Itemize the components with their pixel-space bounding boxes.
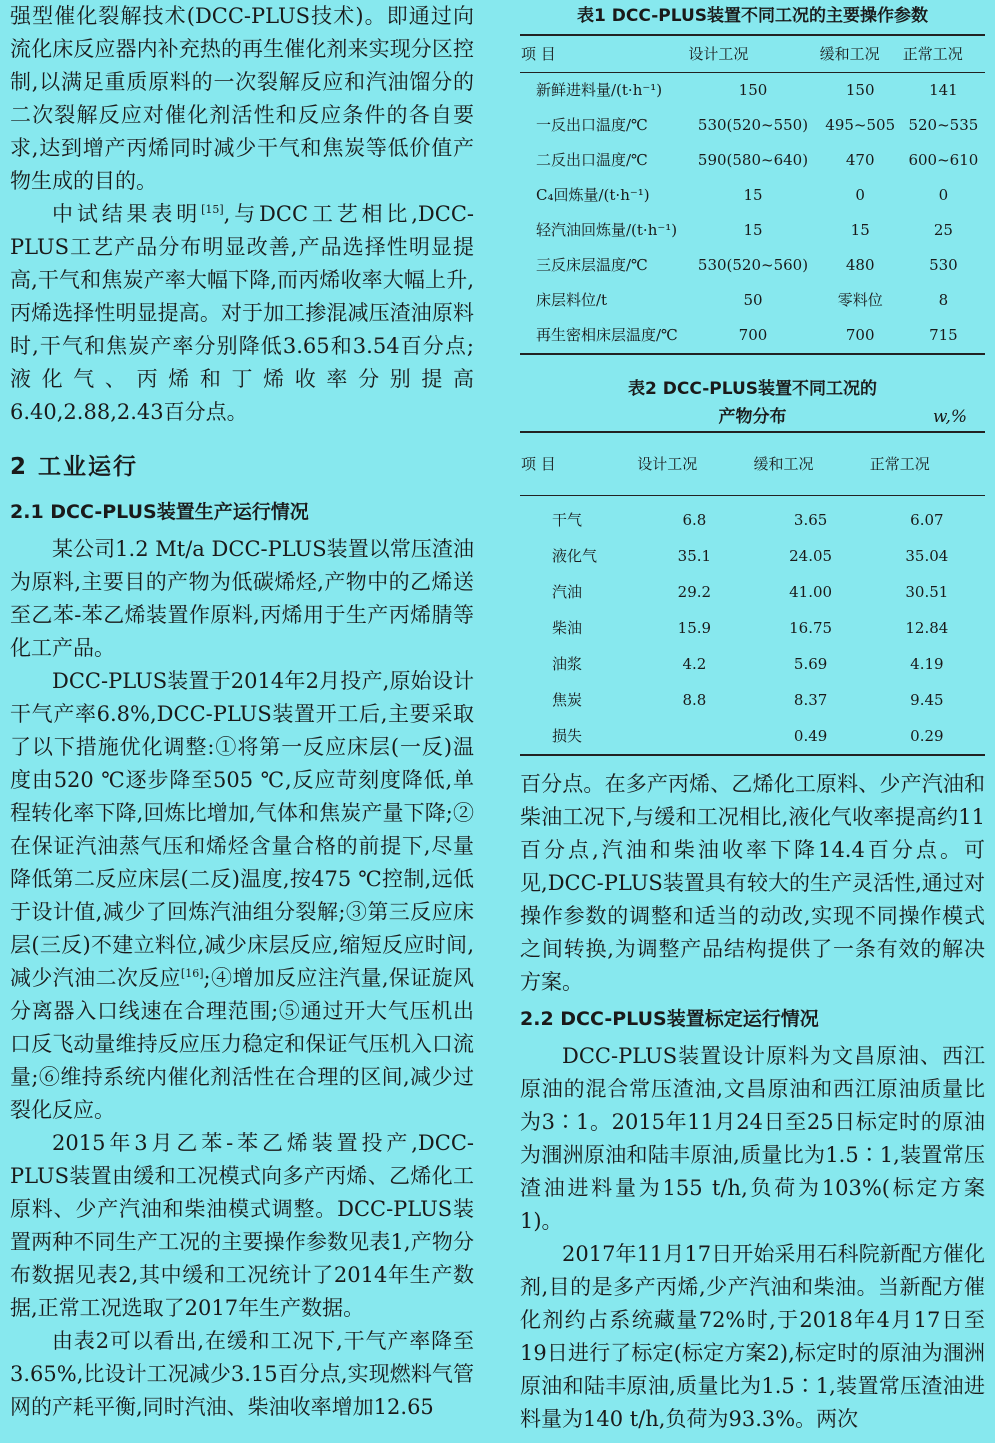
- table-cell: 150: [845, 81, 875, 99]
- table-cell: 轻汽油回炼量/(t·h⁻¹): [536, 221, 678, 239]
- paragraph-optimization-measures: [10, 665, 474, 1127]
- table-header-cell: 缓和工况: [753, 454, 814, 473]
- table-row: [520, 213, 985, 248]
- table-cell: 25: [933, 221, 953, 239]
- table-cell: 12.84: [905, 618, 949, 637]
- table-row: [520, 610, 985, 646]
- table-cell: [636, 718, 752, 755]
- table-row: [520, 646, 985, 682]
- table-cell: 15: [743, 221, 763, 239]
- paragraph-pilot-results: [10, 198, 474, 429]
- table-row: [520, 538, 985, 574]
- left-column: [10, 0, 474, 1424]
- table1-operating-parameters: [520, 34, 985, 355]
- table-cell: 液化气: [552, 546, 598, 565]
- subsection-heading-2-1: 2.1 DCC-PLUS装置生产运行情况: [10, 501, 309, 523]
- table-cell: 汽油: [552, 582, 583, 601]
- table-cell: 35.04: [905, 546, 949, 565]
- table-cell: 8: [938, 291, 949, 309]
- paragraph-mode-adjustment: 2015年3月乙苯-苯乙烯装置投产,DCC-PLUS装置由缓和工况模式向多产丙烯、乙烯化工原料、少产汽油和柴油模式调整。DCC-PLUS装置两种不同生产工况的主要操作参数见表1,产物分布数据见表2,其中缓和工况统计了2014年生产数据,正常工况选取了2017年生产数据。: [10, 1131, 474, 1320]
- table-header-cell: 正常工况: [869, 454, 930, 473]
- table-cell: 0: [855, 186, 865, 204]
- table-cell: 6.07: [910, 510, 944, 529]
- table-cell: 再生密相床层温度/℃: [536, 326, 678, 344]
- table-cell: 柴油: [552, 618, 583, 637]
- table-cell: 损失: [552, 726, 583, 745]
- table-cell: 0: [938, 186, 949, 204]
- table2-caption-line1: 表2 DCC-PLUS装置不同工况的: [628, 379, 877, 399]
- table-cell: 一反出口温度/℃: [536, 116, 648, 134]
- table-cell: 8.8: [682, 690, 707, 709]
- paragraph-pilot-results-text-b: ,与DCC工艺相比,DCC-PLUS工艺产品分布明显改善,产品选择性明显提高,干气和焦炭产率大幅下降,而丙烯收率大幅上升,丙烯选择性明显提高。对于加工掺混减压渣油原料时,干气和焦炭产率分别降低3.65和3.54百分点;液化气、丙烯和丁烯收率分别提高6.40,2.88,2.43百分点。: [10, 202, 474, 424]
- table-cell: 6.8: [682, 510, 707, 529]
- table-header-cell: 缓和工况: [819, 44, 880, 63]
- table-cell: 15: [850, 221, 870, 239]
- table-cell: 700: [738, 326, 768, 344]
- paragraph-calibration-2: 2017年11月17日开始采用石科院新配方催化剂,目的是多产丙烯,少产汽油和柴油。当新配方催化剂约占系统藏量72%时,于2018年4月17日至19日进行了标定(标定方案2),标定时的原油为涠洲原油和陆丰原油,质量比为1.5∶1,装置常压渣油进料量为140 t/h,负荷为93.3%。两次: [520, 1242, 985, 1431]
- table-cell: 4.19: [910, 654, 944, 673]
- table-cell: 三反床层温度/℃: [536, 256, 648, 274]
- paragraph-pilot-results-text-a: 中试结果表明: [52, 202, 202, 226]
- table-row: [520, 718, 985, 755]
- paragraph-optimization-measures-text-b: ;④增加反应注汽量,保证旋风分离器入口线速在合理范围;⑤通过开大气压机出口反飞动量维持反应压力稳定和保证气压机入口流量;⑥维持系统内催化剂活性在合理的区间,减少过裂化反应。: [10, 966, 475, 1122]
- table-cell: 530(520~560): [697, 256, 809, 274]
- table-row: [520, 108, 985, 143]
- table-header-cell: 正常工况: [902, 44, 963, 63]
- table-cell: 50: [743, 291, 763, 309]
- table-cell: 焦炭: [552, 690, 583, 709]
- table-cell: 700: [845, 326, 875, 344]
- table2-caption-line2: 产物分布: [718, 407, 787, 427]
- table-cell: 3.65: [793, 510, 828, 529]
- table-cell: 5.69: [793, 654, 828, 673]
- table-cell: 新鲜进料量/(t·h⁻¹): [536, 81, 663, 99]
- paragraph-optimization-measures-text-a: DCC-PLUS装置于2014年2月投产,原始设计干气产率6.8%,DCC-PLUS装置开工后,主要采取了以下措施优化调整:①将第一反应床层(一反)温度由520 ℃逐步降至505 ℃,反应苛刻度降低,单程转化率下降,回炼比增加,气体和焦炭产量下降;②在保证汽油蒸气压和烯烃含量合格的前提下,尽量降低第二反应床层(二反)温度,按475 ℃控制,远低于设计值,减少了回炼汽油组分裂解;③第三反应床层(三反)不建立料位,减少床层反应,缩短反应时间,减少汽油二次反应: [10, 669, 474, 990]
- paragraph-table2-analysis: 由表2可以看出,在缓和工况下,干气产率降至3.65%,比设计工况减少3.15百分点,实现燃料气管网的产耗平衡,同时汽油、柴油收率增加12.65: [10, 1329, 474, 1419]
- table-cell: 30.51: [905, 582, 949, 601]
- table2-caption: [520, 375, 985, 431]
- table-cell: 9.45: [910, 690, 944, 709]
- table-header-row: [520, 432, 985, 496]
- table-header-cell: 项 目: [521, 44, 556, 63]
- table-cell: 15.9: [677, 618, 712, 637]
- table-cell: 150: [738, 81, 768, 99]
- table-header-cell: 设计工况: [637, 454, 698, 473]
- table-cell: 干气: [552, 510, 583, 529]
- table-cell: 480: [845, 256, 875, 274]
- table-row: [520, 318, 985, 354]
- table-row: [520, 73, 985, 109]
- table-cell: 24.05: [789, 546, 833, 565]
- table-cell: 4.2: [682, 654, 707, 673]
- table2-product-distribution: [520, 431, 985, 756]
- table-cell: 141: [929, 81, 958, 99]
- table-cell: 590(580~640): [697, 151, 809, 169]
- paragraph-calibration-1: DCC-PLUS装置设计原料为文昌原油、西江原油的混合常压渣油,文昌原油和西江原油质量比为3∶1。2015年11月24日至25日标定时的原油为涠洲原油和陆丰原油,质量比为1.5∶1,装置常压渣油进料量为155 t/h,负荷为103%(标定方案1)。: [520, 1044, 985, 1233]
- citation-16: [16]: [180, 967, 204, 980]
- table-row: [520, 248, 985, 283]
- subsection-heading-2-2: 2.2 DCC-PLUS装置标定运行情况: [520, 1008, 819, 1030]
- table-cell: 床层料位/t: [536, 291, 608, 309]
- table-row: [520, 682, 985, 718]
- table-cell: 油浆: [552, 654, 583, 673]
- table-cell: C₄回炼量/(t·h⁻¹): [536, 186, 650, 204]
- table-cell: 600~610: [908, 151, 979, 169]
- table-cell: 715: [929, 326, 958, 344]
- table-cell: 41.00: [789, 582, 833, 601]
- table-cell: 520~535: [908, 116, 979, 134]
- table-cell: 0.49: [793, 726, 828, 745]
- table-cell: 35.1: [677, 546, 712, 565]
- table-cell: 8.37: [793, 690, 828, 709]
- paragraph-flexibility: 百分点。在多产丙烯、乙烯化工原料、少产汽油和柴油工况下,与缓和工况相比,液化气收率提高约11百分点,汽油和柴油收率下降14.4百分点。可见,DCC-PLUS装置具有较大的生产灵活性,通过对操作参数的调整和适当的动改,实现不同操作模式之间转换,为调整产品结构提供了一条有效的解决方案。: [520, 772, 985, 994]
- paragraph-unit-overview: 某公司1.2 Mt/a DCC-PLUS装置以常压渣油为原料,主要目的产物为低碳烯烃,产物中的乙烯送至乙苯-苯乙烯装置作原料,丙烯用于生产丙烯腈等化工产品。: [10, 537, 474, 660]
- table-cell: 零料位: [837, 291, 883, 309]
- table-header-row: [520, 35, 985, 73]
- table-header-cell: 项 目: [521, 454, 556, 473]
- table-cell: 530: [929, 256, 958, 274]
- table-cell: 0.29: [910, 726, 944, 745]
- table-cell: 470: [845, 151, 875, 169]
- table-cell: 530(520~550): [697, 116, 809, 134]
- table-cell: 495~505: [825, 116, 896, 134]
- table-row: [520, 143, 985, 178]
- table-row: [520, 574, 985, 610]
- right-column: [520, 0, 985, 1436]
- table-cell: 29.2: [677, 582, 712, 601]
- section-heading-industrial-operation: 2 工业运行: [10, 454, 139, 480]
- paragraph-intro: 强型催化裂解技术(DCC-PLUS技术)。即通过向流化床反应器内补充热的再生催化剂来实现分区控制,以满足重质原料的一次裂解反应和汽油馏分的二次裂解反应对催化剂活性和反应条件的各自要求,达到增产丙烯同时减少干气和焦炭等低价值产物生成的目的。: [10, 4, 474, 193]
- table1-caption: 表1 DCC-PLUS装置不同工况的主要操作参数: [577, 6, 928, 26]
- citation-15: [15]: [201, 203, 224, 216]
- table-row: [520, 283, 985, 318]
- table-cell: 16.75: [789, 618, 833, 637]
- table-cell: 二反出口温度/℃: [536, 151, 648, 169]
- table2-unit: w,%: [932, 407, 967, 427]
- table-row: [520, 496, 985, 539]
- table-header-cell: 设计工况: [688, 44, 749, 63]
- table-cell: 15: [743, 186, 763, 204]
- table-row: [520, 178, 985, 213]
